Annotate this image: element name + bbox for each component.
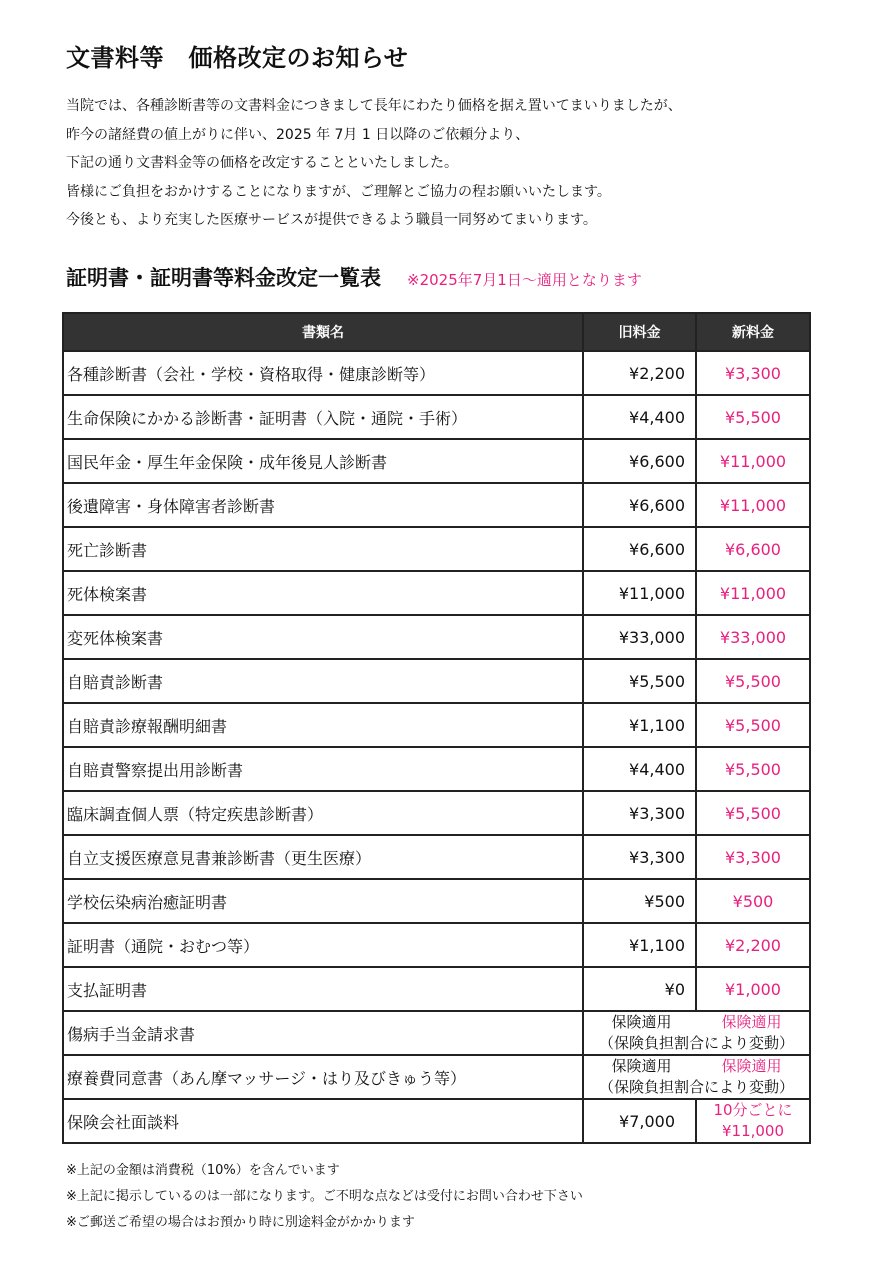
old-price: ¥4,400 (583, 395, 696, 439)
footnote: ※ご郵送ご希望の場合はお預かり時に別途料金がかかります (66, 1215, 415, 1230)
old-price: ¥7,000 (583, 1099, 696, 1143)
table-row-insurance (63, 1055, 810, 1099)
table-title: 証明書・証明書等料金改定一覧表 (66, 266, 381, 290)
document-name: 学校伝染病治癒証明書 (63, 879, 583, 923)
document-name: 死亡診断書 (63, 527, 583, 571)
document-name: 保険会社面談料 (63, 1099, 583, 1143)
old-price: ¥3,300 (583, 835, 696, 879)
intro-line: 下記の通り文書料金等の価格を改定することといたしました。 (66, 155, 458, 171)
table-row (63, 571, 810, 615)
old-price: ¥1,100 (583, 703, 696, 747)
column-header-name: 書類名 (63, 313, 583, 351)
old-price: ¥2,200 (583, 351, 696, 395)
document-name: 自立支援医療意見書兼診断書（更生医療） (63, 835, 583, 879)
old-price: ¥3,300 (583, 791, 696, 835)
footnotes (66, 1158, 583, 1236)
table-row-insurance (63, 1011, 810, 1055)
insurance-note: （保険負担割合により変動） (598, 1034, 794, 1052)
table-row (63, 483, 810, 527)
table-row (63, 439, 810, 483)
new-price: ¥11,000 (696, 571, 810, 615)
new-price: ¥5,500 (696, 747, 810, 791)
new-price-line: ¥11,000 (721, 1122, 785, 1140)
table-row (63, 747, 810, 791)
new-price: 保険適用 (721, 1013, 782, 1031)
footnote: ※上記に掲示しているのは一部になります。ご不明な点などは受付にお問い合わせ下さい (66, 1189, 583, 1204)
old-price: ¥500 (583, 879, 696, 923)
new-price (696, 1099, 810, 1143)
new-price: ¥3,300 (696, 351, 810, 395)
table-row (63, 835, 810, 879)
new-price: ¥3,300 (696, 835, 810, 879)
column-header-new: 新料金 (696, 313, 810, 351)
old-price: ¥1,100 (583, 923, 696, 967)
document-name: 自賠責警察提出用診断書 (63, 747, 583, 791)
new-price: ¥5,500 (696, 703, 810, 747)
document-name: 自賠責診療報酬明細書 (63, 703, 583, 747)
document-name: 支払証明書 (63, 967, 583, 1011)
intro-text (66, 92, 682, 235)
old-price: ¥4,400 (583, 747, 696, 791)
old-price: ¥11,000 (583, 571, 696, 615)
document-name: 療養費同意書（あん摩マッサージ・はり及びきゅう等） (63, 1055, 583, 1099)
table-row (63, 791, 810, 835)
new-price: ¥5,500 (696, 791, 810, 835)
new-price: ¥11,000 (696, 483, 810, 527)
old-price: ¥0 (583, 967, 696, 1011)
insurance-note: （保険負担割合により変動） (598, 1078, 794, 1096)
table-header-row (63, 313, 810, 351)
table-row (63, 923, 810, 967)
document-name: 死体検案書 (63, 571, 583, 615)
table-row (63, 395, 810, 439)
intro-line: 昨今の諸経費の値上がりに伴い、2025 年 7月 1 日以降のご依頼分より、 (66, 126, 530, 143)
table-row (63, 879, 810, 923)
footnote: ※上記の金額は消費税（10%）を含んでいます (66, 1163, 340, 1178)
effective-date-note: ※2025年7月1日～適用となります (407, 271, 642, 289)
table-row (63, 659, 810, 703)
old-price: ¥6,600 (583, 439, 696, 483)
table-row (63, 615, 810, 659)
table-row (63, 527, 810, 571)
document-name: 臨床調査個人票（特定疾患診断書） (63, 791, 583, 835)
insurance-price-labels (584, 1056, 809, 1077)
insurance-price-cell (583, 1055, 810, 1099)
insurance-price-cell (583, 1011, 810, 1055)
table-row-interview (63, 1099, 810, 1143)
new-price: ¥5,500 (696, 659, 810, 703)
document-name: 傷病手当金請求書 (63, 1011, 583, 1055)
new-price: ¥33,000 (696, 615, 810, 659)
old-price: 保険適用 (611, 1013, 672, 1031)
new-price: ¥11,000 (696, 439, 810, 483)
old-price: ¥6,600 (583, 527, 696, 571)
column-header-old: 旧料金 (583, 313, 696, 351)
old-price: ¥6,600 (583, 483, 696, 527)
new-price: ¥1,000 (696, 967, 810, 1011)
table-row (63, 967, 810, 1011)
document-name: 各種診断書（会社・学校・資格取得・健康診断等） (63, 351, 583, 395)
new-price: ¥2,200 (696, 923, 810, 967)
document-name: 国民年金・厚生年金保険・成年後見人診断書 (63, 439, 583, 483)
new-price: 保険適用 (721, 1057, 782, 1075)
insurance-price-labels (584, 1012, 809, 1033)
new-price: ¥6,600 (696, 527, 810, 571)
document-name: 生命保険にかかる診断書・証明書（入院・通院・手術） (63, 395, 583, 439)
document-name: 変死体検案書 (63, 615, 583, 659)
document-name: 後遺障害・身体障害者診断書 (63, 483, 583, 527)
intro-line: 今後とも、より充実した医療サービスが提供できるよう職員一同努めてまいります。 (66, 212, 597, 228)
table-row (63, 703, 810, 747)
fee-table (62, 312, 811, 1144)
page-title: 文書料等 価格改定のお知らせ (66, 44, 409, 72)
document-name: 証明書（通院・おむつ等） (63, 923, 583, 967)
old-price: ¥5,500 (583, 659, 696, 703)
intro-line: 皆様にご負担をおかけすることになりますが、ご理解とご協力の程お願いいたします。 (66, 183, 611, 200)
document-name: 自賠責診断書 (63, 659, 583, 703)
old-price: 保険適用 (611, 1057, 672, 1075)
new-price: ¥5,500 (696, 395, 810, 439)
table-heading (66, 262, 642, 292)
new-price: ¥500 (696, 879, 810, 923)
new-price-line: 10分ごとに (713, 1101, 793, 1119)
intro-line: 当院では、各種診断書等の文書料金につきまして長年にわたり価格を据え置いてまいりましたが、 (66, 98, 682, 114)
old-price: ¥33,000 (583, 615, 696, 659)
table-row (63, 351, 810, 395)
